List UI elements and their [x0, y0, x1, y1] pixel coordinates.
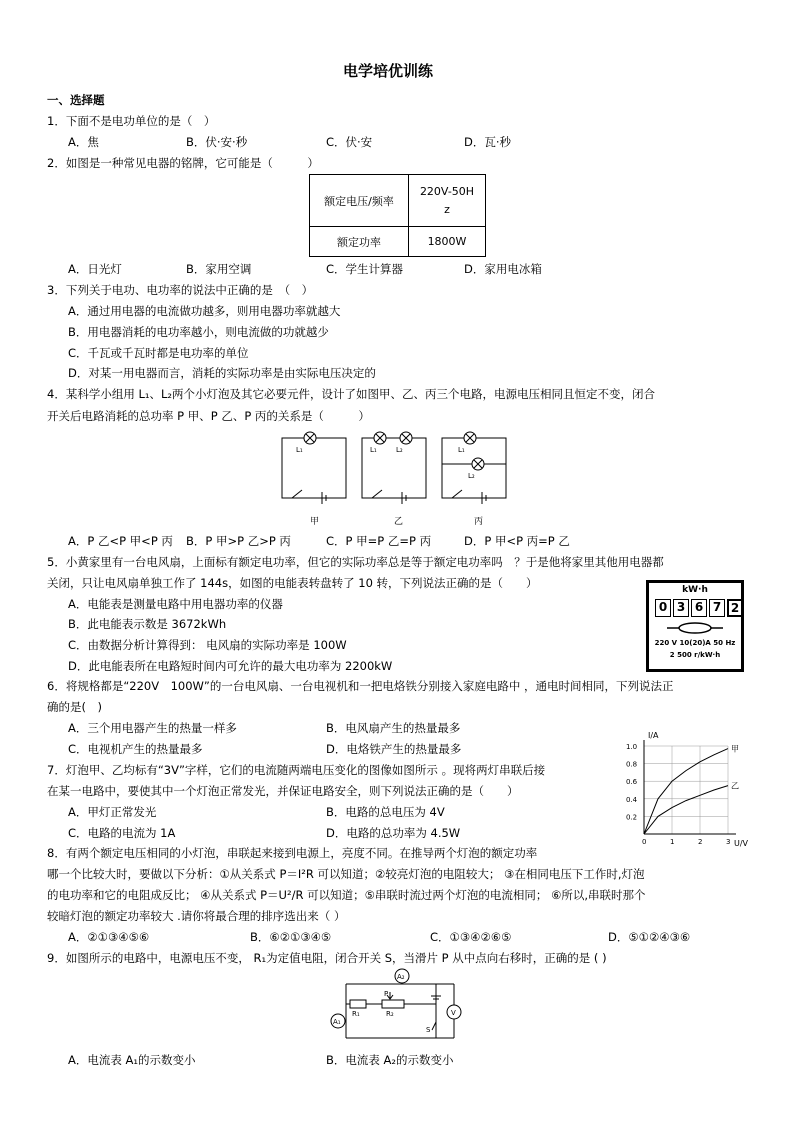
q8-line4: 较暗灯泡的额定功率较大 .请你将最合理的排序选出来（ ） — [47, 909, 346, 923]
q6-option-a: A．三个用电器产生的热量一样多 — [68, 721, 237, 735]
q2-option-d: D．家用电冰箱 — [464, 262, 542, 276]
circuit-label-jia: 甲 — [310, 517, 320, 527]
lamp-label: L₁ — [296, 446, 303, 454]
meter-digit: 6 — [691, 599, 707, 617]
q9-option-a: A．电流表 A₁的示数变小 — [68, 1053, 196, 1067]
ammeter-a2-label: A₂ — [397, 973, 405, 981]
q4-option-c: C．P 甲=P 乙=P 丙 — [326, 534, 432, 548]
q7-option-c: C．电路的电流为 1A — [68, 826, 176, 840]
lamp-label: L₁ — [370, 446, 377, 454]
q6-option-c: C．电视机产生的热量最多 — [68, 742, 203, 756]
q5-line1: 5．小黄家里有一台电风扇，上面标有额定电功率，但它的实际功率总是等于额定电功率吗 ？于是他将家里其他用电器都 — [47, 555, 664, 569]
rated-voltage-value: 220V-50H z — [409, 175, 486, 227]
q7-line2: 在某一电路中，要使其中一个灯泡正常发光，并保证电路安全，则下列说法正确的是（ ） — [47, 784, 519, 798]
q8-option-b: B．⑥②①③④⑤ — [250, 930, 332, 944]
q7-option-a: A．甲灯正常发光 — [68, 805, 157, 819]
r2-label: R₂ — [386, 1010, 394, 1018]
q8-line1: 8．有两个额定电压相同的小灯泡，串联起来接到电源上，亮度不同。在推导两个灯泡的额定功率 — [47, 846, 538, 860]
q2-option-b: B．家用空调 — [186, 262, 252, 276]
series-line-1 — [644, 786, 728, 834]
q8-option-a: A．②①③④⑤⑥ — [68, 930, 150, 944]
q3-option-c: C．千瓦或千瓦时都是电功率的单位 — [68, 346, 249, 360]
q8-line3: 的电功率和它的电阻成反比； ④从关系式 P＝U²/R 可以知道；⑤串联时流过两个灯泡的电流相同； ⑥所以,串联时那个 — [47, 888, 646, 902]
q1-stem: 1．下面不是电功单位的是（ ） — [47, 114, 216, 128]
y-tick-label: 1.0 — [626, 743, 638, 751]
lamp-label: L₂ — [468, 472, 475, 480]
rated-voltage-label: 额定电压/频率 — [310, 175, 409, 227]
switch-s-label: S — [426, 1026, 431, 1034]
x-tick-label: 0 — [642, 838, 647, 846]
q1-option-a: A．焦 — [68, 135, 99, 149]
x-tick-label: 1 — [670, 838, 675, 846]
meter-digit: 0 — [655, 599, 671, 617]
meter-spec1: 220 V 10(20)A 50 Hz — [654, 639, 736, 647]
y-tick-label: 0.2 — [626, 813, 638, 822]
q9-circuit — [326, 966, 466, 1046]
q5-option-c: C．由数据分析计算得到： 电风扇的实际功率是 100W — [68, 638, 347, 652]
q4-option-a: A．P 乙<P 甲<P 丙 — [68, 534, 173, 548]
section-heading: 一、选择题 — [47, 93, 105, 107]
q6-option-d: D．电烙铁产生的热量最多 — [326, 742, 462, 756]
q4-line1: 4．某科学小组用 L₁、L₂两个小灯泡及其它必要元件，设计了如图甲、乙、丙三个电路，电源电压相同且恒定不变，闭合 — [47, 387, 656, 401]
q2-option-c: C．学生计算器 — [326, 262, 404, 276]
q4-option-b: B．P 甲>P 乙>P 丙 — [186, 534, 291, 548]
q2-stem: 2．如图是一种常见电器的铭牌，它可能是（ ） — [47, 156, 319, 170]
electric-meter — [646, 580, 744, 672]
series-label: 甲 — [731, 744, 739, 754]
q1-option-b: B．伏·安·秒 — [186, 135, 248, 149]
x-axis-label: U/V — [734, 839, 749, 848]
q3-option-b: B．用电器消耗的电功率越小，则电流做的功就越少 — [68, 325, 329, 339]
circuit-label-bing: 丙 — [474, 517, 484, 527]
q3-option-a: A．通过用电器的电流做功越多，则用电器功率就越大 — [68, 304, 341, 318]
q6-option-b: B．电风扇产生的热量最多 — [326, 721, 461, 735]
y-axis-label: I/A — [648, 731, 659, 740]
lamp-label: L₁ — [458, 446, 465, 454]
q5-option-a: A．电能表是测量电路中用电器功率的仪器 — [68, 597, 283, 611]
q5-option-d: D．此电能表所在电路短时间内可允许的最大电功率为 2200kW — [68, 659, 393, 673]
q9-stem: 9．如图所示的电路中，电源电压不变， R₁为定值电阻，闭合开关 S，当滑片 P 从中点向右移时，正确的是 ( ) — [47, 951, 607, 965]
meter-digit: 3 — [673, 599, 689, 617]
q8-option-d: D．⑤①②④③⑥ — [608, 930, 691, 944]
q2-option-a: A．日光灯 — [68, 262, 122, 276]
q7-option-d: D．电路的总功率为 4.5W — [326, 826, 461, 840]
q7-option-b: B．电路的总电压为 4V — [326, 805, 445, 819]
y-tick-label: 0.8 — [626, 760, 638, 769]
q4-line2: 开关后电路消耗的总功率 P 甲、P 乙、P 丙的关系是（ ） — [47, 409, 370, 423]
series-line-0 — [644, 749, 728, 834]
y-tick-label: 0.6 — [626, 778, 638, 787]
x-tick-label: 3 — [726, 838, 731, 846]
q1-option-c: C．伏·安 — [326, 135, 373, 149]
q4-circuits — [278, 426, 518, 528]
nameplate-table — [309, 174, 486, 257]
q1-option-d: D．瓦·秒 — [464, 135, 512, 149]
q9-option-b: B．电流表 A₂的示数变小 — [326, 1053, 454, 1067]
series-label: 乙 — [731, 781, 739, 791]
meter-digits — [655, 599, 743, 617]
q7-line1: 7．灯泡甲、乙均标有“3V”字样，它们的电流随两端电压变化的图像如图所示 。现将两灯串联后接 — [47, 763, 546, 777]
slider-p-label: P — [384, 990, 389, 998]
rated-power-value: 1800W — [409, 227, 486, 257]
r1-label: R₁ — [352, 1010, 360, 1018]
meter-digit: 7 — [709, 599, 725, 617]
meter-unit: kW·h — [682, 585, 708, 595]
q5-line2: 关闭，只让电风扇单独工作了 144s，如图的电能表转盘转了 10 转，下列说法正确的是（ ） — [47, 576, 538, 590]
x-tick-label: 2 — [698, 838, 703, 846]
y-tick-label: 0.4 — [626, 795, 638, 804]
meter-disc-icon — [667, 621, 723, 635]
q8-line2: 哪一个比较大时，要做以下分析：①从关系式 P＝I²R 可以知道；②较亮灯泡的电阻较大； ③在相同电压下工作时,灯泡 — [47, 867, 645, 881]
q6-line2: 确的是( ) — [47, 700, 102, 714]
q4-option-d: D．P 甲<P 丙=P 乙 — [464, 534, 570, 548]
rated-power-label: 额定功率 — [310, 227, 409, 257]
q3-option-d: D．对某一用电器而言，消耗的实际功率是由实际电压决定的 — [68, 366, 376, 380]
iu-chart — [624, 728, 750, 850]
ammeter-a1-label: A₁ — [333, 1018, 341, 1026]
q6-line1: 6．将规格都是“220V 100W”的一台电风扇、一台电视机和一把电烙铁分别接入家庭电路中 ，通电时间相同，下列说法正 — [47, 679, 674, 693]
lamp-label: L₂ — [396, 446, 403, 454]
q8-option-c: C．①③④②⑥⑤ — [430, 930, 512, 944]
page-title: 电学培优训练 — [343, 62, 434, 80]
circuit-label-yi: 乙 — [394, 517, 404, 527]
voltmeter-label: V — [451, 1009, 456, 1017]
meter-digit-decimal: 2 — [727, 599, 743, 617]
q5-option-b: B．此电能表示数是 3672kWh — [68, 617, 227, 631]
meter-spec2: 2 500 r/kW·h — [669, 651, 721, 659]
q3-stem: 3．下列关于电功、电功率的说法中正确的是 （ ） — [47, 283, 314, 297]
